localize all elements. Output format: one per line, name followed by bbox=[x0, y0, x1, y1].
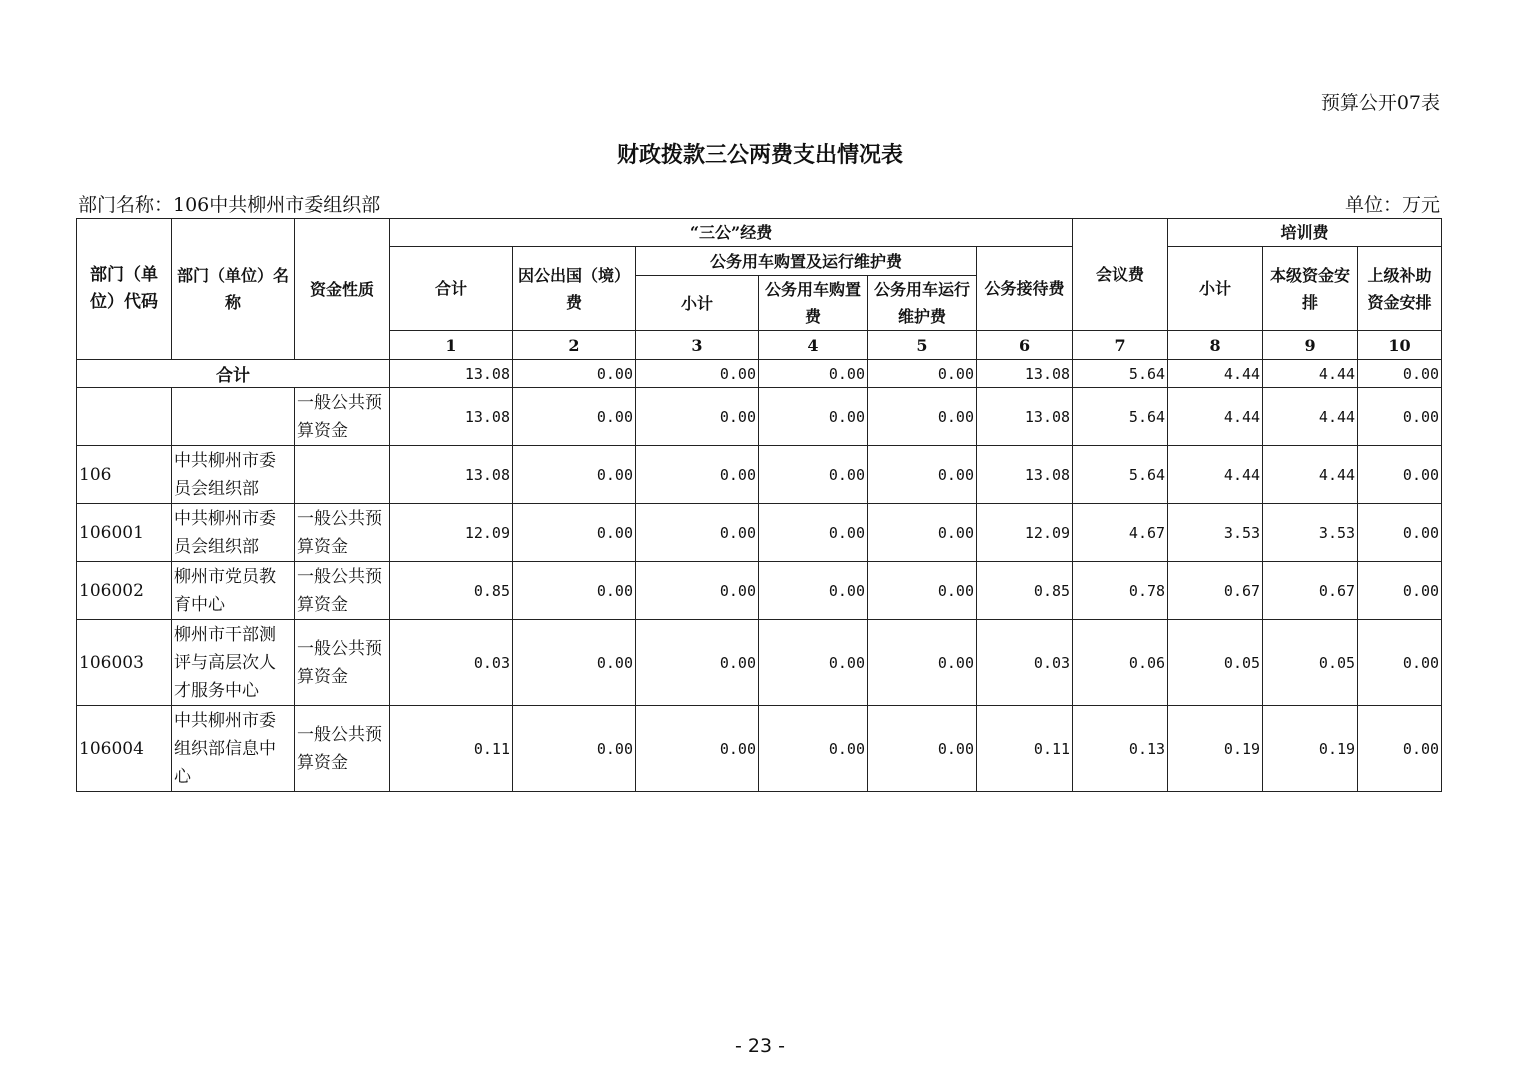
value-cell: 0.00 bbox=[636, 504, 759, 562]
value-cell: 0.00 bbox=[513, 388, 636, 446]
dept-code-cell bbox=[77, 388, 172, 446]
index-cell: 10 bbox=[1358, 331, 1442, 360]
value-cell: 0.11 bbox=[390, 706, 513, 792]
header-vehicle-subtotal: 小计 bbox=[636, 276, 759, 331]
fund-nature-cell: 一般公共预算资金 bbox=[295, 620, 390, 706]
value-cell: 0.67 bbox=[1263, 562, 1358, 620]
value-cell: 0.85 bbox=[390, 562, 513, 620]
index-cell: 4 bbox=[759, 331, 868, 360]
value-cell: 0.00 bbox=[868, 504, 977, 562]
value-cell: 0.00 bbox=[636, 706, 759, 792]
dept-name-cell: 中共柳州市委员会组织部 bbox=[172, 504, 295, 562]
index-cell: 6 bbox=[977, 331, 1073, 360]
value-cell: 0.00 bbox=[759, 620, 868, 706]
table-row bbox=[77, 562, 1442, 620]
index-cell: 3 bbox=[636, 331, 759, 360]
department-label: 部门名称：106中共柳州市委组织部 bbox=[78, 194, 381, 216]
value-cell: 0.00 bbox=[759, 504, 868, 562]
value-cell: 0.00 bbox=[868, 620, 977, 706]
index-cell: 8 bbox=[1168, 331, 1263, 360]
value-cell: 0.03 bbox=[977, 620, 1073, 706]
value-cell: 0.00 bbox=[759, 446, 868, 504]
dept-code-cell: 106004 bbox=[77, 706, 172, 792]
value-cell: 0.00 bbox=[513, 504, 636, 562]
table-row bbox=[77, 388, 1442, 446]
value-cell: 0.00 bbox=[636, 620, 759, 706]
value-cell: 0.00 bbox=[513, 446, 636, 504]
value-cell: 0.78 bbox=[1073, 562, 1168, 620]
value-cell: 0.19 bbox=[1263, 706, 1358, 792]
value-cell: 0.00 bbox=[1358, 360, 1442, 388]
value-cell: 0.00 bbox=[759, 706, 868, 792]
value-cell: 0.13 bbox=[1073, 706, 1168, 792]
value-cell: 0.00 bbox=[1358, 504, 1442, 562]
table-row bbox=[77, 620, 1442, 706]
fund-nature-cell bbox=[295, 446, 390, 504]
header-row-group bbox=[77, 219, 1442, 247]
value-cell: 0.00 bbox=[1358, 446, 1442, 504]
value-cell: 0.05 bbox=[1263, 620, 1358, 706]
header-training-subtotal: 小计 bbox=[1168, 247, 1263, 331]
value-cell: 0.06 bbox=[1073, 620, 1168, 706]
fund-nature-cell: 一般公共预算资金 bbox=[295, 706, 390, 792]
dept-name-cell: 中共柳州市委组织部信息中心 bbox=[172, 706, 295, 792]
index-cell: 5 bbox=[868, 331, 977, 360]
dept-code-cell: 106001 bbox=[77, 504, 172, 562]
value-cell: 4.44 bbox=[1263, 360, 1358, 388]
value-cell: 0.00 bbox=[636, 388, 759, 446]
total-row-label: 合计 bbox=[77, 360, 390, 388]
dept-code-cell: 106 bbox=[77, 446, 172, 504]
fund-nature-cell: 一般公共预算资金 bbox=[295, 562, 390, 620]
value-cell: 0.00 bbox=[1358, 388, 1442, 446]
total-row bbox=[77, 360, 1442, 388]
dept-name-cell: 柳州市干部测评与高层次人才服务中心 bbox=[172, 620, 295, 706]
header-dept-code: 部门（单位）代码 bbox=[77, 219, 172, 360]
value-cell: 0.67 bbox=[1168, 562, 1263, 620]
value-cell: 4.44 bbox=[1263, 446, 1358, 504]
header-vehicle-purchase: 公务用车购置费 bbox=[759, 276, 868, 331]
header-vehicle-group: 公务用车购置及运行维护费 bbox=[636, 247, 977, 276]
page-title: 财政拨款三公两费支出情况表 bbox=[616, 142, 903, 168]
value-cell: 0.85 bbox=[977, 562, 1073, 620]
value-cell: 3.53 bbox=[1263, 504, 1358, 562]
value-cell: 0.00 bbox=[868, 562, 977, 620]
value-cell: 0.00 bbox=[759, 388, 868, 446]
index-cell: 2 bbox=[513, 331, 636, 360]
fund-nature-cell: 一般公共预算资金 bbox=[295, 504, 390, 562]
value-cell: 13.08 bbox=[977, 388, 1073, 446]
header-total: 合计 bbox=[390, 247, 513, 331]
value-cell: 13.08 bbox=[390, 360, 513, 388]
value-cell: 0.00 bbox=[1358, 706, 1442, 792]
header-abroad: 因公出国（境）费 bbox=[513, 247, 636, 331]
value-cell: 0.03 bbox=[390, 620, 513, 706]
value-cell: 0.00 bbox=[636, 562, 759, 620]
value-cell: 0.19 bbox=[1168, 706, 1263, 792]
dept-name-cell bbox=[172, 388, 295, 446]
expenditure-table bbox=[76, 218, 1442, 792]
value-cell: 0.00 bbox=[759, 360, 868, 388]
value-cell: 4.44 bbox=[1168, 388, 1263, 446]
value-cell: 0.00 bbox=[513, 360, 636, 388]
index-cell: 1 bbox=[390, 331, 513, 360]
value-cell: 12.09 bbox=[977, 504, 1073, 562]
value-cell: 13.08 bbox=[390, 446, 513, 504]
header-dept-name: 部门（单位）名称 bbox=[172, 219, 295, 360]
table-row bbox=[77, 504, 1442, 562]
header-vehicle-maintenance: 公务用车运行维护费 bbox=[868, 276, 977, 331]
value-cell: 12.09 bbox=[390, 504, 513, 562]
value-cell: 5.64 bbox=[1073, 360, 1168, 388]
value-cell: 5.64 bbox=[1073, 446, 1168, 504]
header-fund-nature: 资金性质 bbox=[295, 219, 390, 360]
value-cell: 4.44 bbox=[1168, 360, 1263, 388]
value-cell: 13.08 bbox=[390, 388, 513, 446]
dept-code-cell: 106002 bbox=[77, 562, 172, 620]
header-meeting: 会议费 bbox=[1073, 219, 1168, 331]
dept-name-cell: 柳州市党员教育中心 bbox=[172, 562, 295, 620]
dept-name-cell: 中共柳州市委员会组织部 bbox=[172, 446, 295, 504]
header-training-own: 本级资金安排 bbox=[1263, 247, 1358, 331]
table-row bbox=[77, 446, 1442, 504]
table-row bbox=[77, 706, 1442, 792]
page-number: - 23 - bbox=[735, 1035, 785, 1057]
value-cell: 0.00 bbox=[513, 620, 636, 706]
value-cell: 4.44 bbox=[1263, 388, 1358, 446]
value-cell: 0.05 bbox=[1168, 620, 1263, 706]
value-cell: 13.08 bbox=[977, 360, 1073, 388]
value-cell: 4.67 bbox=[1073, 504, 1168, 562]
value-cell: 4.44 bbox=[1168, 446, 1263, 504]
unit-label: 单位：万元 bbox=[1344, 194, 1440, 216]
value-cell: 0.00 bbox=[513, 562, 636, 620]
index-cell: 9 bbox=[1263, 331, 1358, 360]
value-cell: 0.00 bbox=[868, 388, 977, 446]
value-cell: 0.00 bbox=[868, 706, 977, 792]
value-cell: 0.00 bbox=[759, 562, 868, 620]
value-cell: 0.00 bbox=[868, 446, 977, 504]
fund-nature-cell: 一般公共预算资金 bbox=[295, 388, 390, 446]
value-cell: 0.00 bbox=[636, 446, 759, 504]
header-training-upper: 上级补助资金安排 bbox=[1358, 247, 1442, 331]
dept-code-cell: 106003 bbox=[77, 620, 172, 706]
value-cell: 0.00 bbox=[1358, 562, 1442, 620]
value-cell: 5.64 bbox=[1073, 388, 1168, 446]
header-reception: 公务接待费 bbox=[977, 247, 1073, 331]
value-cell: 0.00 bbox=[868, 360, 977, 388]
index-cell: 7 bbox=[1073, 331, 1168, 360]
header-training-group: 培训费 bbox=[1168, 219, 1442, 247]
value-cell: 13.08 bbox=[977, 446, 1073, 504]
value-cell: 0.00 bbox=[1358, 620, 1442, 706]
value-cell: 0.11 bbox=[977, 706, 1073, 792]
form-number: 预算公开07表 bbox=[1320, 92, 1440, 114]
value-cell: 0.00 bbox=[513, 706, 636, 792]
value-cell: 0.00 bbox=[636, 360, 759, 388]
value-cell: 3.53 bbox=[1168, 504, 1263, 562]
header-sangong-group: “三公”经费 bbox=[390, 219, 1073, 247]
